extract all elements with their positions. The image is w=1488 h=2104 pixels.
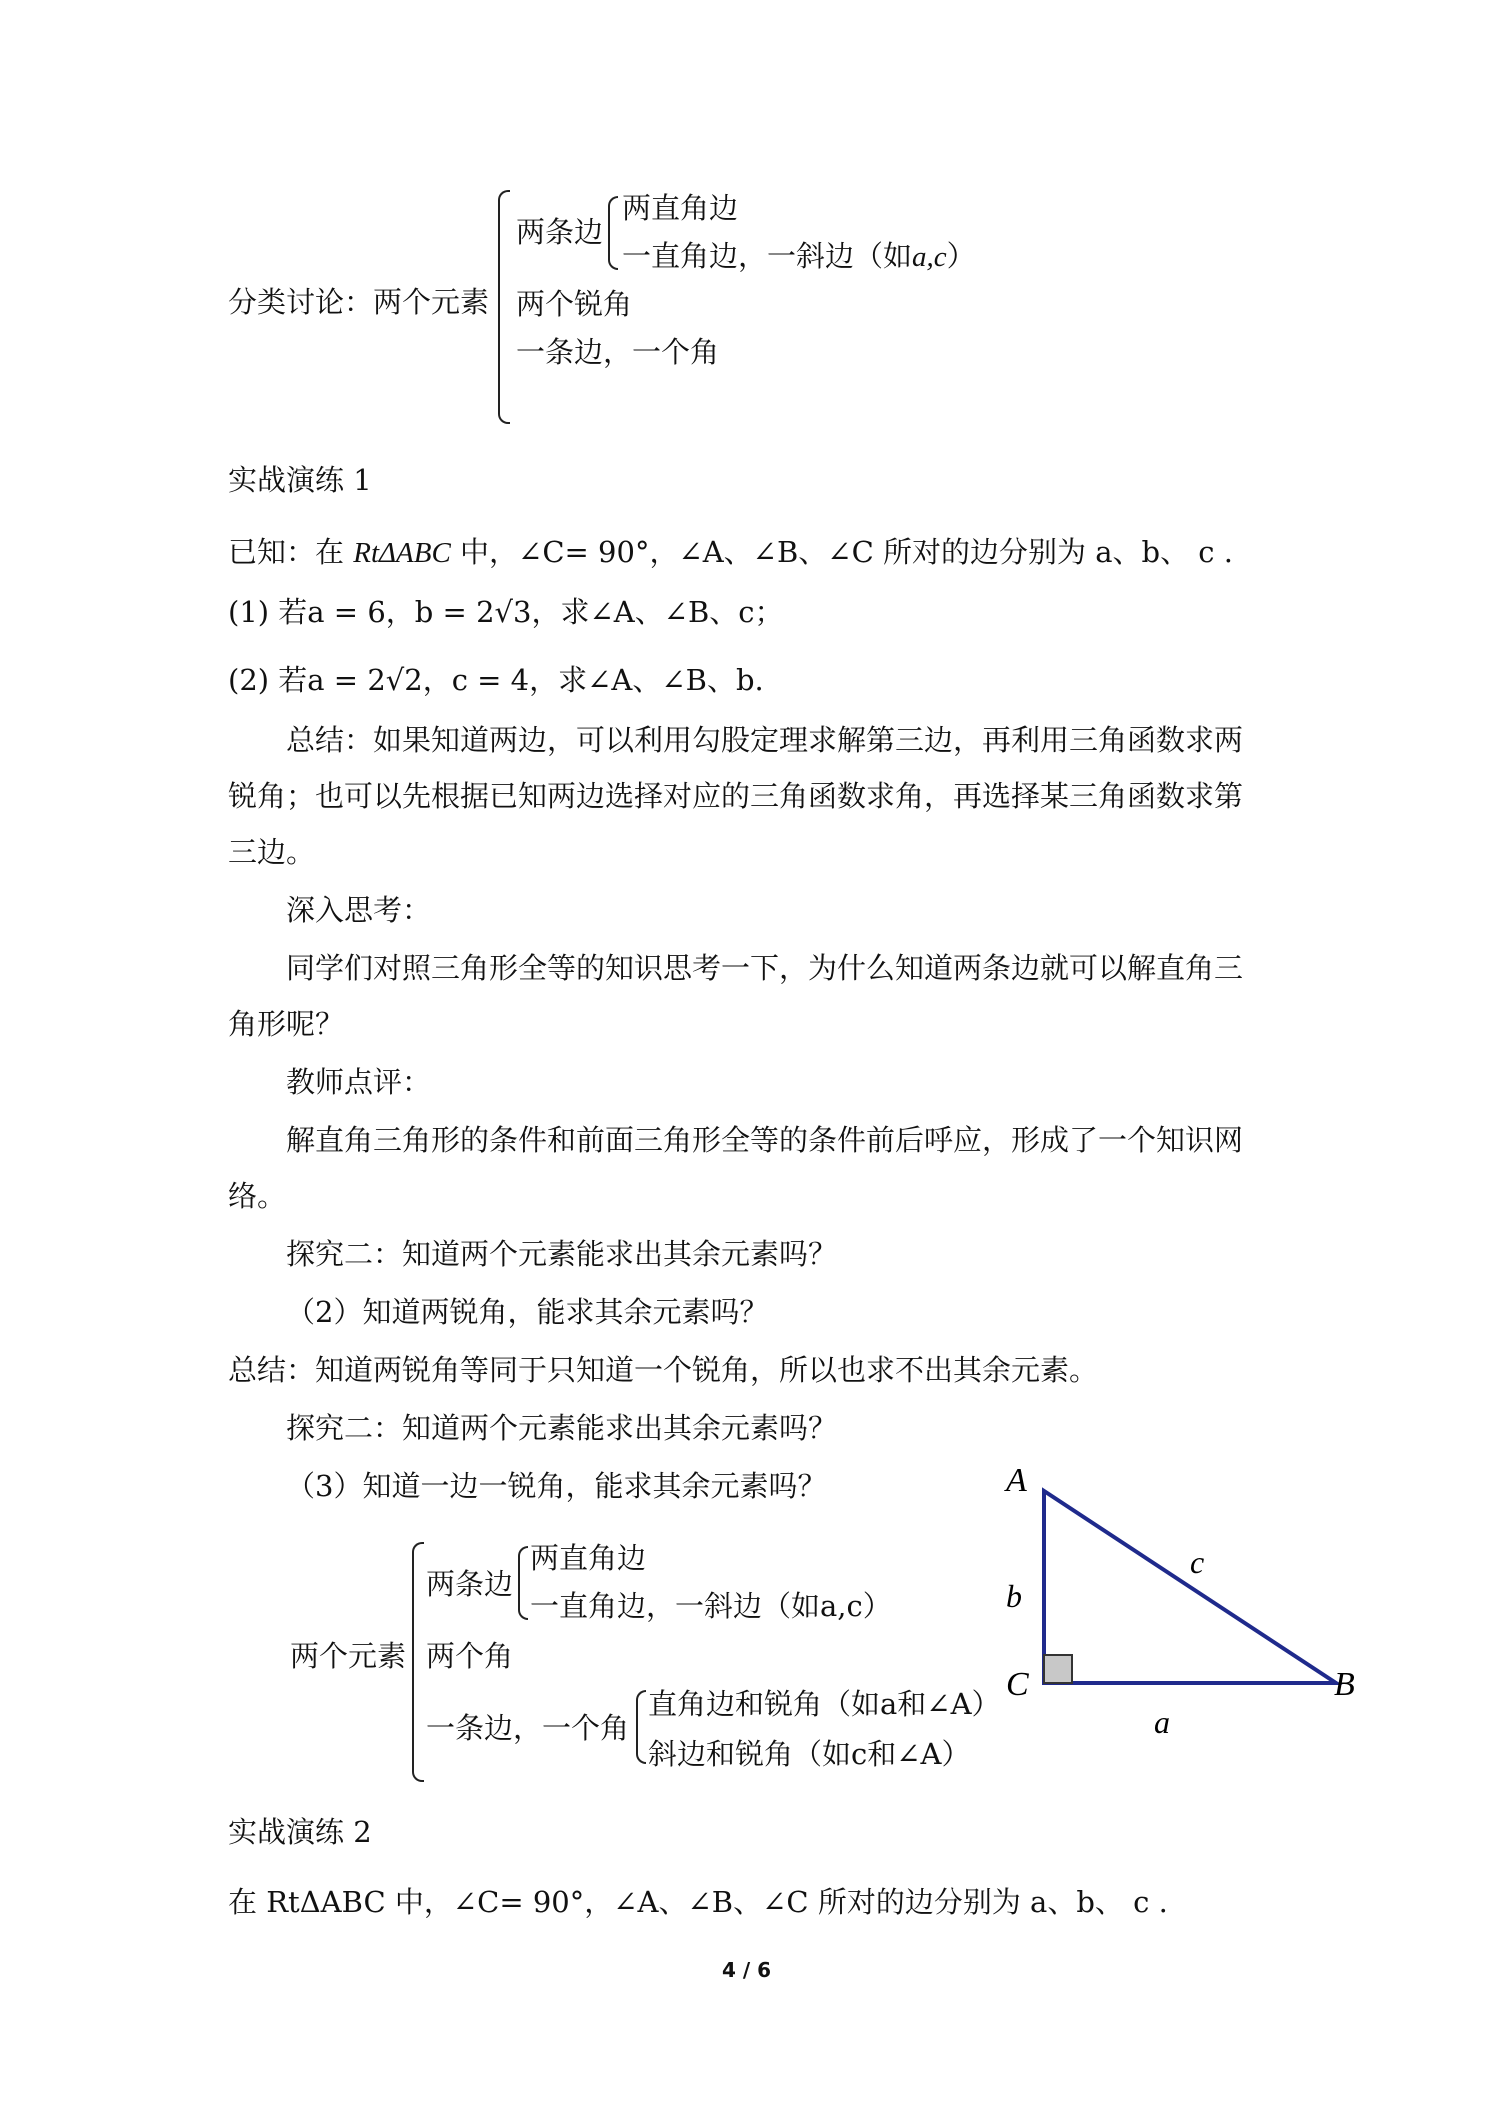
inner-brace xyxy=(608,196,618,270)
summary1-line1: 总结：如果知道两边，可以利用勾股定理求解第三边，再利用三角函数求两 xyxy=(286,723,1244,757)
classify-lead: 分类讨论：两个元素 xyxy=(228,285,490,319)
branch2-two-legs: 两直角边 xyxy=(530,1541,647,1575)
branch-two-acute: 两个锐角 xyxy=(516,287,633,321)
side-a: a xyxy=(1154,1704,1170,1740)
teacher-line2: 络。 xyxy=(228,1179,287,1213)
side-b: b xyxy=(1006,1578,1022,1614)
think-title: 深入思考： xyxy=(286,893,432,927)
explore2-heading-a: 探究二：知道两个元素能求出其余元素吗？ xyxy=(286,1237,838,1271)
practice2-title: 实战演练 2 xyxy=(228,1815,372,1849)
branch-leg-hyp: 一直角边，一斜边（如a,c） xyxy=(622,239,976,273)
branch2-hyp-acute: 斜边和锐角（如c和∠A） xyxy=(648,1737,971,1771)
practice1-q2: (2) 若a = 2√2，c = 4，求∠A、∠B、b. xyxy=(228,663,764,697)
outer-brace xyxy=(498,190,510,424)
question-side-angle: （3）知道一边一锐角，能求其余元素吗？ xyxy=(286,1469,827,1503)
vertex-A: A xyxy=(1006,1462,1027,1499)
vertex-C: C xyxy=(1006,1666,1029,1703)
vertex-B: B xyxy=(1334,1666,1355,1703)
question-two-acute: （2）知道两锐角，能求其余元素吗？ xyxy=(286,1295,769,1329)
think-line1: 同学们对照三角形全等的知识思考一下，为什么知道两条边就可以解直角三 xyxy=(286,951,1244,985)
branch2-side-angle: 一条边，一个角 xyxy=(426,1711,630,1745)
teacher-line1: 解直角三角形的条件和前面三角形全等的条件前后呼应，形成了一个知识网 xyxy=(286,1123,1244,1157)
side-c: c xyxy=(1190,1544,1205,1580)
practice2-text: 在 RtΔABC 中，∠C= 90°，∠A、∠B、∠C 所对的边分别为 a、b、 c . xyxy=(228,1885,1168,1919)
branch-two-legs: 两直角边 xyxy=(622,191,739,225)
outer-brace-2 xyxy=(412,1542,424,1782)
summary2: 总结：知道两锐角等同于只知道一个锐角，所以也求不出其余元素。 xyxy=(228,1353,1099,1387)
practice1-given: 已知：在 RtΔABC 中，∠C= 90°，∠A、∠B、∠C 所对的边分别为 a、b、 c . xyxy=(228,535,1233,569)
inner-brace-2a xyxy=(518,1546,528,1620)
right-triangle-figure xyxy=(990,1455,1410,1755)
branch2-two-angles: 两个角 xyxy=(426,1639,514,1673)
branch-side-angle: 一条边，一个角 xyxy=(516,335,720,369)
practice1-q1: (1) 若a = 6，b = 2√3，求∠A、∠B、c； xyxy=(228,595,784,629)
practice1-title: 实战演练 1 xyxy=(228,463,372,497)
explore2-heading-b: 探究二：知道两个元素能求出其余元素吗？ xyxy=(286,1411,838,1445)
branch-two-sides: 两条边 xyxy=(516,215,604,249)
branch2-leg-hyp: 一直角边，一斜边（如a,c） xyxy=(530,1589,892,1623)
summary1-line2: 锐角；也可以先根据已知两边选择对应的三角函数求角，再选择某三角函数求第 xyxy=(228,779,1244,813)
classify2-lead: 两个元素 xyxy=(290,1639,407,1673)
teacher-title: 教师点评： xyxy=(286,1065,432,1099)
think-line2: 角形呢？ xyxy=(228,1007,345,1041)
right-angle-marker xyxy=(1044,1655,1072,1683)
branch2-leg-acute: 直角边和锐角（如a和∠A） xyxy=(648,1687,1001,1721)
inner-brace-2b xyxy=(636,1690,646,1764)
triangle-shape xyxy=(1044,1491,1336,1683)
summary1-line3: 三边。 xyxy=(228,835,316,869)
branch2-two-sides: 两条边 xyxy=(426,1567,514,1601)
page-number: 4 / 6 xyxy=(722,1958,772,1982)
